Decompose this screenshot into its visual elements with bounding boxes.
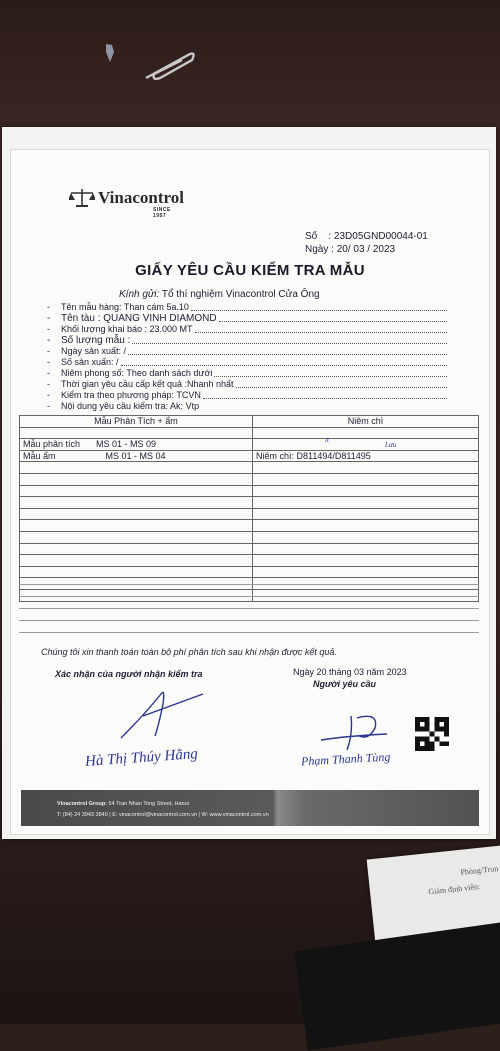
document-number-block: [305, 230, 428, 256]
brand-since: SINCE 1957: [153, 207, 171, 219]
table-row: [20, 520, 479, 532]
field-declared-weight: - Khối lượng khai báo : 23.000 MT: [47, 324, 447, 335]
note-line: Phòng/Trun: [460, 863, 499, 877]
field-test-content: - Nội dung yêu cầu kiểm tra: Ak; Vtp: [47, 401, 200, 411]
scales-logo-icon: [69, 188, 95, 208]
document-page: [2, 127, 496, 839]
handwritten-mark: π: [325, 435, 330, 445]
sample-table: [19, 415, 479, 602]
ruled-line: [19, 608, 479, 609]
table-row: [20, 473, 479, 485]
requester-name-handwritten: Phạm Thanh Tùng: [300, 749, 391, 769]
info-fields: [47, 302, 447, 412]
table-row: [20, 543, 479, 555]
row-moisture-seal: Niêm chì: D811494/D811495: [253, 450, 479, 462]
doc-number-label: Số: [305, 231, 318, 242]
ruled-line: [19, 620, 479, 621]
paperclip-icon: [142, 50, 196, 84]
table-row: [20, 531, 479, 543]
footer-bar: [21, 790, 479, 826]
table-row: [20, 462, 479, 474]
letterhead-logo: [69, 188, 184, 219]
doc-date-label: Ngày: [305, 244, 329, 255]
page-title: GIẤY YÊU CẦU KIỂM TRA MẪU: [135, 262, 365, 279]
table-row: [20, 566, 479, 578]
requester-label: Người yêu cầu: [313, 679, 376, 689]
recipient-line: [119, 289, 320, 300]
requester-signature: [317, 710, 397, 754]
receiver-name-handwritten: Hà Thị Thúy Hằng: [84, 746, 199, 770]
signing-date: Ngày 20 tháng 03 năm 2023: [293, 667, 407, 677]
row-sample-range: MS 01 - MS 09: [96, 439, 157, 450]
table-row: [20, 508, 479, 520]
ruled-line: [19, 584, 479, 585]
field-vessel-name: - Tên tàu : QUANG VINH DIAMOND: [47, 313, 447, 324]
row-moisture-name: Mẫu ẩm: [23, 451, 56, 462]
recipient-value: Tổ thí nghiệm Vinacontrol Cửa Ông: [161, 289, 320, 300]
table-row: [20, 555, 479, 567]
table-row: [20, 497, 479, 509]
payment-note: Chúng tôi xin thanh toán toàn bộ phí phân tích sau khi nhận được kết quả.: [41, 647, 337, 657]
table-row: [20, 439, 479, 451]
recipient-label: Kính gửi:: [119, 289, 160, 300]
field-seal-number: - Niêm phong số: Theo danh sách dưới: [47, 368, 447, 379]
field-sample-name: - Tên mẫu hàng: Than cám 5a.10: [47, 302, 447, 313]
note-line: Giám định viên:: [427, 881, 481, 897]
pushpin-icon: [100, 42, 120, 66]
table-row: [20, 485, 479, 497]
qr-code-icon: [415, 716, 449, 752]
field-result-time: - Thời gian yêu cầu cấp kết quả :Nhanh nhất: [47, 379, 447, 390]
col-header-seal: Niêm chì: [253, 416, 479, 428]
handwritten-mark: Lưu: [385, 441, 397, 450]
table-header-row: [20, 416, 479, 428]
field-sample-count: - Số lượng mẫu :: [47, 335, 447, 346]
row-sample-name: Mẫu phân tích: [23, 439, 81, 450]
row-moisture-range: MS 01 - MS 04: [105, 451, 166, 462]
footer-contact: T: (84) 24 3943 3840 | E: vinacontrol@vinacontrol.com.vn | W: www.vinacontrol.com.vn: [57, 812, 269, 818]
brand-name: Vinacontrol: [98, 188, 184, 207]
table-row: [20, 427, 479, 439]
doc-number-value: : 23D05GND00044-01: [328, 231, 428, 242]
footer-company: Vinacontrol Group:: [57, 801, 108, 807]
field-production-date: - Ngày sản xuất: /: [47, 346, 447, 357]
col-header-samples: Mẫu Phân Tích + ẩm: [20, 416, 253, 428]
ruled-line: [19, 596, 479, 597]
doc-date-value: : 20/ 03 / 2023: [331, 244, 396, 255]
receiver-label: Xác nhận của người nhận kiểm tra: [55, 669, 203, 679]
footer-address: 54 Tran Nhan Tong Street, Hanoi: [108, 801, 189, 807]
ruled-line: [19, 632, 479, 633]
receiver-signature: [115, 684, 211, 744]
field-lot-number: - Số sản xuấn: /: [47, 357, 447, 368]
table-row: [20, 450, 479, 462]
form-sheet: [10, 149, 490, 835]
field-test-method: - Kiểm tra theo phương pháp: TCVN: [47, 390, 447, 401]
